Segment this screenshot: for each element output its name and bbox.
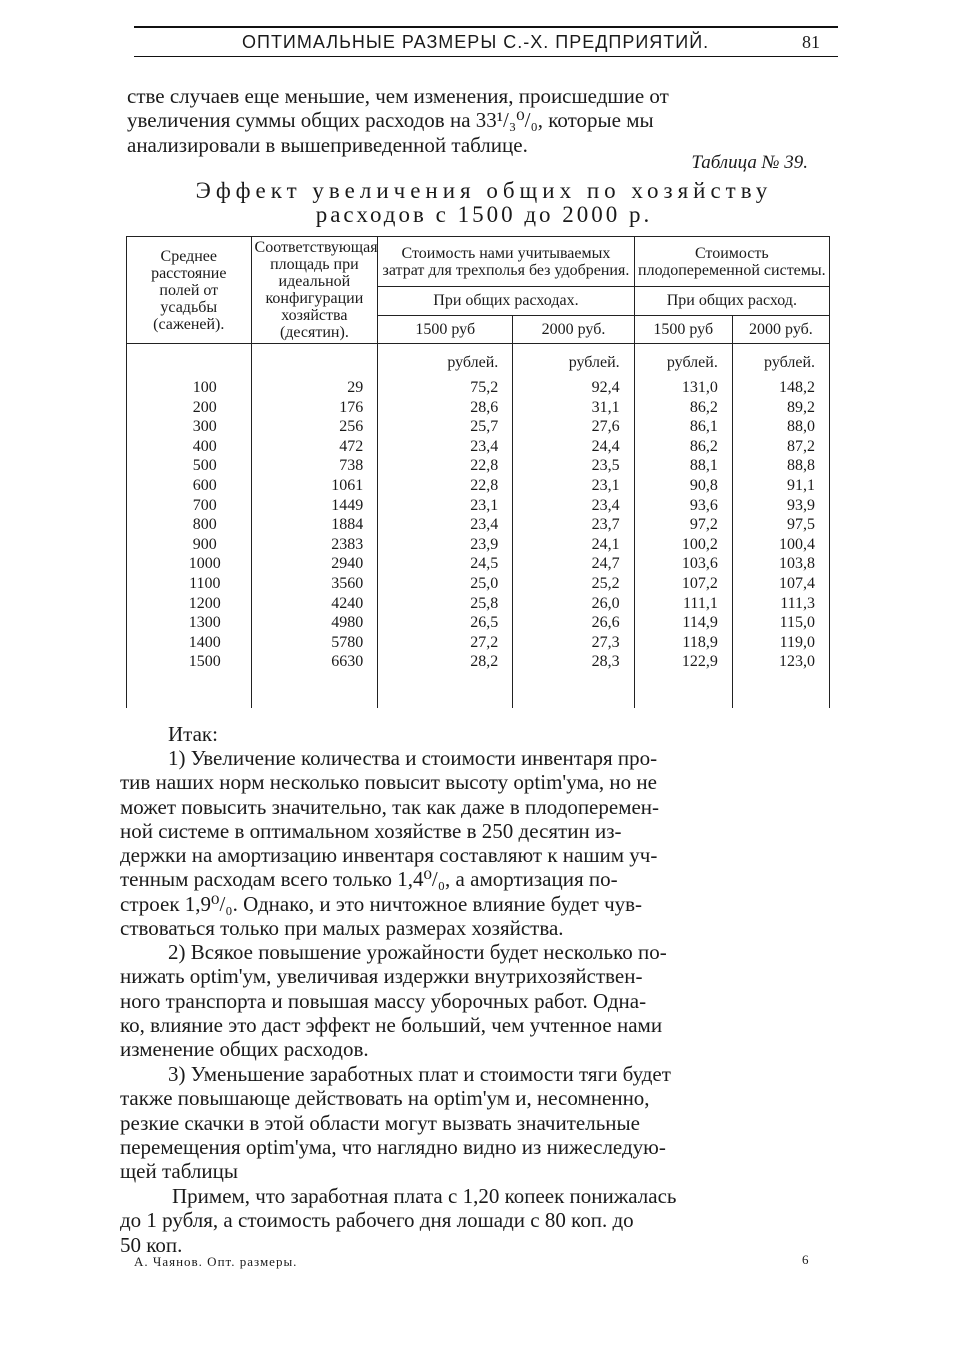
table-cell: 148,2 (732, 378, 829, 398)
table-cell: 1449 (251, 496, 378, 516)
table-cell: 1884 (251, 515, 378, 535)
table-cell: 4980 (251, 613, 378, 633)
text-line: перемещения optim'ума, что наглядно видно из нижеследую- (120, 1134, 666, 1159)
table-cell: 1200 (127, 594, 252, 614)
table-cell: 75,2 (378, 378, 513, 398)
paragraph-3 (120, 1062, 830, 1183)
col-2000-crop: 2000 руб. (732, 315, 829, 343)
text-line: может повысить значительно, так как даже в плодоперемен- (120, 794, 660, 819)
itak-label: Итак: (168, 722, 218, 746)
col-2000-three: 2000 руб. (513, 315, 634, 343)
text-line: ной системе в оптимальном хозяйстве в 250 десятин из- (120, 818, 622, 843)
table-cell: 23,5 (513, 456, 634, 476)
table-cell: 1100 (127, 574, 252, 594)
table-cell: 93,9 (732, 496, 829, 516)
text-line: держки на амортизацию инвентаря составляют к нашим уч- (120, 843, 658, 868)
intro-paragraph (127, 84, 837, 157)
table-cell: 28,2 (378, 652, 513, 672)
table-cell: 31,1 (513, 398, 634, 418)
units-row (127, 344, 830, 379)
table-cell: 115,0 (732, 613, 829, 633)
table-cell: 600 (127, 476, 252, 496)
table-row (127, 633, 830, 653)
table-cell: 4240 (251, 594, 378, 614)
table-cell: 107,4 (732, 574, 829, 594)
table-cell: 27,2 (378, 633, 513, 653)
table-cell: 5780 (251, 633, 378, 653)
text-line: 3) Уменьшение заработных плат и стоимости тяги будет (168, 1062, 671, 1086)
table-cell: 23,4 (378, 437, 513, 457)
table-cell: 28,3 (513, 652, 634, 672)
table-cell: 100,4 (732, 535, 829, 555)
table-cell: 1400 (127, 633, 252, 653)
running-title: ОПТИМАЛЬНЫЕ РАЗМЕРЫ С.-Х. ПРЕДПРИЯТИЙ. (242, 32, 710, 52)
table-row (127, 378, 830, 398)
text-line: также повышающе действовать на optim'ум и, несомненно, (120, 1086, 650, 1111)
table-cell: 97,2 (634, 515, 732, 535)
table-cell: 92,4 (513, 378, 634, 398)
table-cell: 100 (127, 378, 252, 398)
table-cell: 23,9 (378, 535, 513, 555)
page-number: 81 (802, 32, 820, 52)
col-1500-crop: 1500 руб (634, 315, 732, 343)
data-table (126, 236, 830, 708)
table-cell: 800 (127, 515, 252, 535)
table-cell: 93,6 (634, 496, 732, 516)
table-cell: 25,2 (513, 574, 634, 594)
table-cell: 86,2 (634, 437, 732, 457)
text-line: увеличения суммы общих расходов на 33¹/₃⁰/₀, которые мы (127, 108, 654, 133)
table-cell: 900 (127, 535, 252, 555)
text-line: 50 коп. (120, 1232, 183, 1257)
table-cell: 300 (127, 417, 252, 437)
running-header (134, 26, 838, 57)
unit-label: рублей. (732, 344, 829, 379)
table-row (127, 437, 830, 457)
text-line: ного транспорта и повышая массу уборочных работ. Одна- (120, 988, 647, 1013)
text-line: Примем, что заработная плата с 1,20 копеек понижалась (172, 1184, 677, 1208)
table-row (127, 554, 830, 574)
table-row (127, 535, 830, 555)
paragraph-1 (120, 746, 830, 940)
table-number: Таблица № 39. (691, 152, 808, 173)
text-line: до 1 рубля, а стоимость рабочего дня лошади с 80 коп. до (120, 1208, 634, 1233)
table-cell: 738 (251, 456, 378, 476)
subheader-three-field: При общих расходах. (378, 287, 634, 315)
table-cell: 91,1 (732, 476, 829, 496)
table-row (127, 417, 830, 437)
table-cell: 97,5 (732, 515, 829, 535)
text-line: нижать optim'ум, увеличивая издержки внутрихозяйствен- (120, 964, 643, 989)
table-cell: 6630 (251, 652, 378, 672)
signature-mark: 6 (802, 1252, 809, 1267)
footer-note: А. Чаянов. Опт. размеры. (134, 1254, 298, 1269)
table-cell: 23,1 (378, 496, 513, 516)
table-cell: 23,4 (513, 496, 634, 516)
table-cell: 23,4 (378, 515, 513, 535)
table-cell: 25,7 (378, 417, 513, 437)
text-line: тив наших норм несколько повысит высоту optim'ума, но не (120, 770, 657, 795)
text-line: изменение общих расходов. (120, 1037, 369, 1062)
table-cell: 111,3 (732, 594, 829, 614)
table-cell: 86,1 (634, 417, 732, 437)
text-line: стве случаев еще меньшие, чем изменения, происшедшие от (127, 84, 669, 108)
table-cell: 100,2 (634, 535, 732, 555)
table-cell: 103,8 (732, 554, 829, 574)
table-cell: 26,6 (513, 613, 634, 633)
table-cell: 25,8 (378, 594, 513, 614)
table-cell: 88,8 (732, 456, 829, 476)
table-cell: 27,6 (513, 417, 634, 437)
table-row (127, 613, 830, 633)
table-cell: 22,8 (378, 456, 513, 476)
table-cell: 2383 (251, 535, 378, 555)
table-cell: 1061 (251, 476, 378, 496)
table-cell: 123,0 (732, 652, 829, 672)
table-cell: 88,0 (732, 417, 829, 437)
table-cell: 700 (127, 496, 252, 516)
table-row (127, 476, 830, 496)
table-row (127, 594, 830, 614)
table-row (127, 496, 830, 516)
table-cell: 400 (127, 437, 252, 457)
paragraph-2 (120, 940, 830, 1061)
text-line: ствоваться только при малых размерах хозяйства. (120, 916, 564, 941)
text-line: тенным расходам всего только 1,4⁰/₀, а амортизация по- (120, 867, 618, 892)
text-line: 1) Увеличение количества и стоимости инвентаря про- (168, 746, 658, 770)
table-bottom-spacer (127, 672, 830, 708)
table-cell: 131,0 (634, 378, 732, 398)
table-cell: 2940 (251, 554, 378, 574)
table-cell: 22,8 (378, 476, 513, 496)
table-row (127, 652, 830, 672)
unit-label: рублей. (634, 344, 732, 379)
header-cost-crop-rotation: Стоимость плодопеременной системы. (634, 237, 829, 287)
table-caption-line2: расходов с 1500 до 2000 р. (315, 202, 653, 227)
header-cost-three-field: Стоимость нами учитываемых затрат для трехполья без удобрения. (378, 237, 634, 287)
table-cell: 88,1 (634, 456, 732, 476)
text-line: строек 1,9⁰/₀. Однако, и это ничтожное влияние будет чув- (120, 891, 643, 916)
text-line: анализировали в вышеприведенной таблице. (127, 132, 528, 157)
unit-label: рублей. (378, 344, 513, 379)
table-cell: 200 (127, 398, 252, 418)
table-cell: 114,9 (634, 613, 732, 633)
table-cell: 107,2 (634, 574, 732, 594)
text-line: 2) Всякое повышение урожайности будет несколько по- (168, 940, 667, 964)
table-cell: 103,6 (634, 554, 732, 574)
header-distance: Среднее расстояние полей от усадьбы (саженей). (127, 237, 252, 344)
table-cell: 1300 (127, 613, 252, 633)
table-cell: 111,1 (634, 594, 732, 614)
table-cell: 1500 (127, 652, 252, 672)
table-cell: 29 (251, 378, 378, 398)
table-cell: 23,1 (513, 476, 634, 496)
table-cell: 500 (127, 456, 252, 476)
table-cell: 1000 (127, 554, 252, 574)
table-row (127, 456, 830, 476)
text-line: резкие скачки в этой области могут вызвать значительные (120, 1110, 640, 1135)
table-cell: 119,0 (732, 633, 829, 653)
table-cell: 3560 (251, 574, 378, 594)
unit-label: рублей. (513, 344, 634, 379)
table-row (127, 515, 830, 535)
table-cell: 23,7 (513, 515, 634, 535)
table-row (127, 574, 830, 594)
table-cell: 24,4 (513, 437, 634, 457)
table-cell: 25,0 (378, 574, 513, 594)
paragraph-4 (120, 1184, 830, 1257)
col-1500-three: 1500 руб (378, 315, 513, 343)
table-cell: 472 (251, 437, 378, 457)
table-cell: 26,0 (513, 594, 634, 614)
table-cell: 89,2 (732, 398, 829, 418)
table-cell: 90,8 (634, 476, 732, 496)
subheader-crop-rotation: При общих расход. (634, 287, 829, 315)
table-cell: 26,5 (378, 613, 513, 633)
table-cell: 24,7 (513, 554, 634, 574)
table-caption-line1: Эффект увеличения общих по хозяйству (195, 178, 773, 203)
table-cell: 87,2 (732, 437, 829, 457)
table-cell: 256 (251, 417, 378, 437)
header-area: Соответствующая площадь при идеальной конфигурации хозяйства (десятин). (251, 237, 378, 344)
table-cell: 118,9 (634, 633, 732, 653)
text-line: ко, влияние это даст эффект не больший, чем учтенное нами (120, 1012, 663, 1037)
table-cell: 122,9 (634, 652, 732, 672)
table-row (127, 398, 830, 418)
text-line: щей таблицы (120, 1159, 238, 1184)
table-cell: 28,6 (378, 398, 513, 418)
table-cell: 176 (251, 398, 378, 418)
table-cell: 27,3 (513, 633, 634, 653)
table-cell: 86,2 (634, 398, 732, 418)
table-cell: 24,1 (513, 535, 634, 555)
table-cell: 24,5 (378, 554, 513, 574)
